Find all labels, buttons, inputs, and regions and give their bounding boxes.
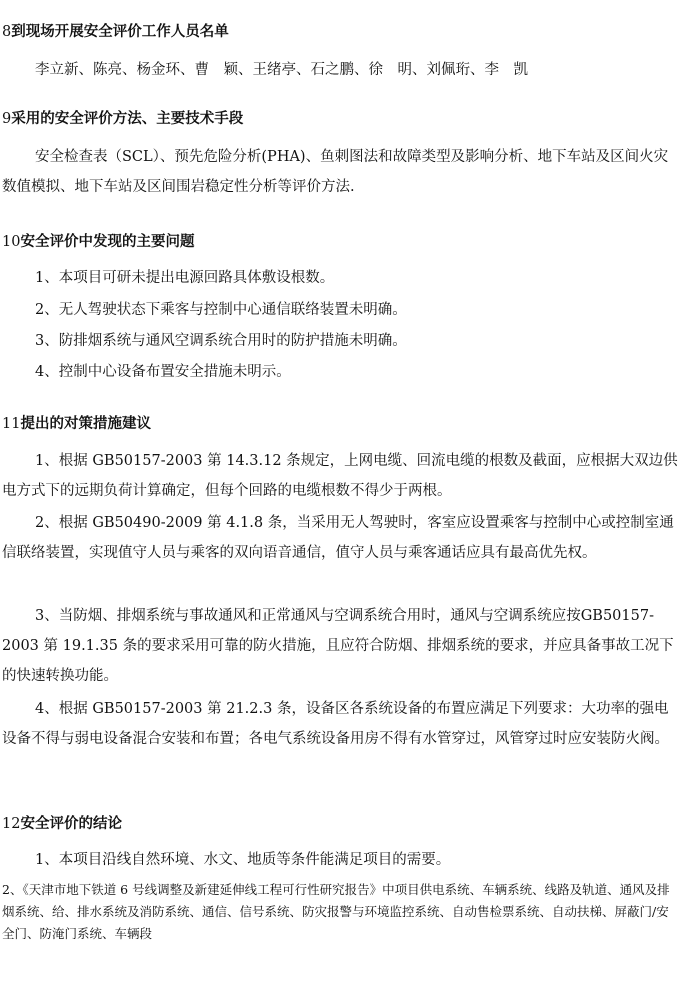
section-number: 12: [2, 816, 21, 832]
section-10-heading: [2, 230, 194, 251]
section-title: 安全评价的结论: [20, 816, 122, 832]
section-title: 提出的对策措施建议: [20, 416, 151, 432]
personnel-list: 李立新、陈亮、杨金环、曹 颖、王绪亭、石之鹏、徐 明、刘佩珩、李 凯: [35, 62, 528, 78]
section-11-heading: [2, 412, 151, 433]
section-number: 8: [2, 24, 12, 40]
measure-item-3: 3、当防烟、排烟系统与事故通风和正常通风与空调系统合用时，通风与空调系统应按GB50157-2003 第 19.1.35 条的要求采用可靠的防火措施，且应符合防烟、排烟系统的要求，并应具备事故工况下的快速转换功能。: [2, 608, 674, 684]
measure-item-4: 4、根据 GB50157-2003 第 21.2.3 条，设备区各系统设备的布置应满足下列要求：大功率的强电设备不得与弱电设备混合安装和布置；各电气系统设备用房不得有水管穿过，风管穿过时应安装防火阀。: [2, 701, 669, 747]
section-title: 到现场开展安全评价工作人员名单: [11, 24, 229, 40]
section-8-heading: [2, 20, 229, 41]
section-title: 采用的安全评价方法、主要技术手段: [11, 111, 244, 127]
problem-item-4: 4、控制中心设备布置安全措施未明示。: [35, 364, 291, 380]
problem-item-3: 3、防排烟系统与通风空调系统合用时的防护措施未明确。: [35, 333, 407, 349]
measure-item-1: 1、根据 GB50157-2003 第 14.3.12 条规定，上网电缆、回流电缆的根数及截面，应根据大双边供电方式下的远期负荷计算确定，但每个回路的电缆根数不得少于两根。: [2, 453, 678, 499]
section-title: 安全评价中发现的主要问题: [20, 234, 195, 250]
section-9-heading: [2, 107, 243, 128]
section-12-heading: [2, 812, 122, 833]
methods-paragraph: 安全检查表（SCL）、预先危险分析(PHA)、鱼刺图法和故障类型及影响分析、地下车站及区间火灾数值模拟、地下车站及区间围岩稳定性分析等评价方法.: [2, 149, 669, 195]
section-number: 11: [2, 416, 21, 432]
section-number: 9: [2, 111, 12, 127]
problem-item-1: 1、本项目可研未提出电源回路具体敷设根数。: [35, 270, 335, 286]
measure-item-2: 2、根据 GB50490-2009 第 4.1.8 条，当采用无人驾驶时，客室应设置乘客与控制中心或控制室通信联络装置，实现值守人员与乘客的双向语音通信，值守人员与乘客通话应具有最高优先权。: [2, 515, 674, 561]
conclusion-item-1: 1、本项目沿线自然环境、水文、地质等条件能满足项目的需要。: [35, 852, 451, 868]
report-reference-paragraph: 2、《天津市地下铁道 6 号线调整及新建延伸线工程可行性研究报告》中项目供电系统、车辆系统、线路及轨道、通风及排烟系统、给、排水系统及消防系统、通信、信号系统、防灾报警与环境监控系统、自动售检票系统、自动扶梯、屏蔽门/安全门、防淹门系统、车辆段: [2, 882, 670, 941]
section-number: 10: [2, 234, 21, 250]
problem-item-2: 2、无人驾驶状态下乘客与控制中心通信联络装置未明确。: [35, 302, 407, 318]
